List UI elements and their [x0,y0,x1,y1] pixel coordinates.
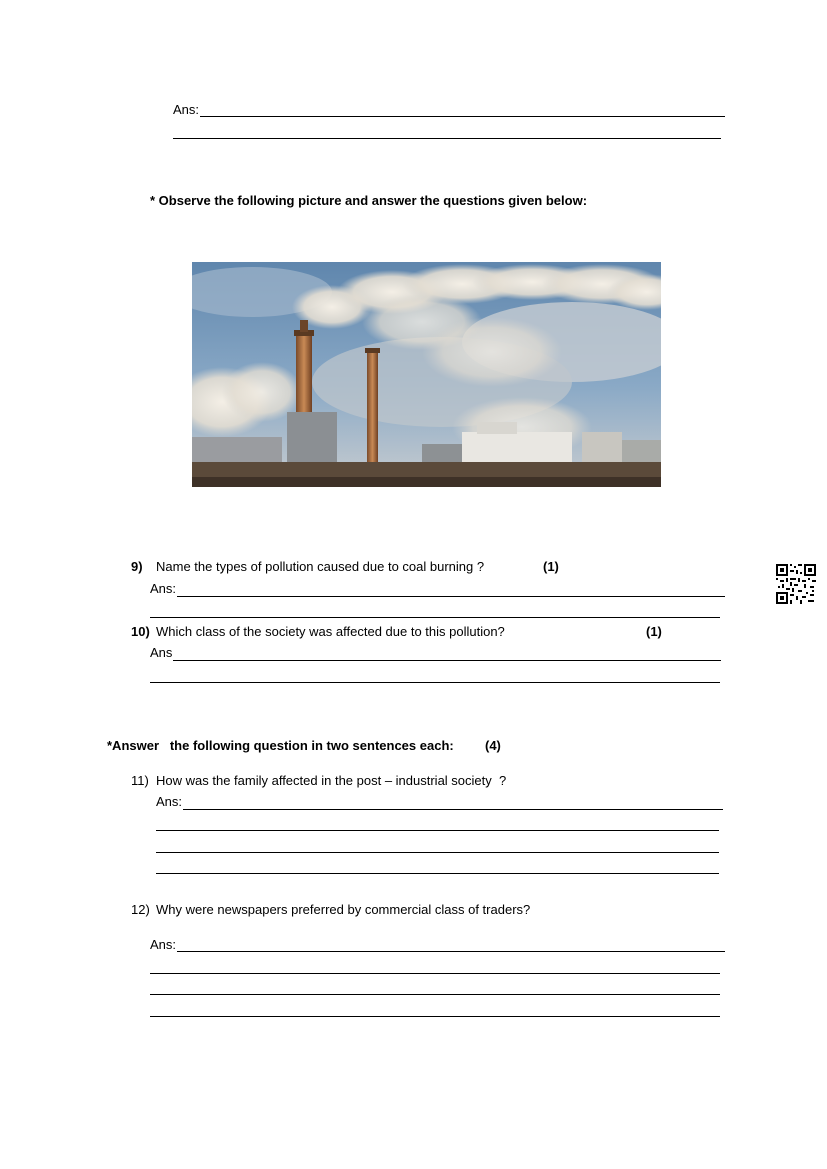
question-text: How was the family affected in the post – industrial society ? [156,773,507,788]
answer-line [150,617,720,618]
answer-line [156,852,719,853]
answer-line [156,830,719,831]
question-marks: (1) [543,559,559,574]
answer-line [156,873,719,874]
question-number: 10) [131,624,150,639]
qr-code [776,564,816,604]
top-answer-label: Ans: [173,102,200,117]
answer-line [177,596,725,597]
question-text: Name the types of pollution caused due to coal burning ? [156,559,485,574]
picture-section-heading: * Observe the following picture and answer the questions given below: [150,193,588,208]
answer-label: Ans: [150,937,177,952]
factory-pollution-photo [192,262,661,487]
answer-line [173,660,721,661]
question-number: 9) [131,559,143,574]
answer-line [150,682,720,683]
answer-label: Ans: [150,581,177,596]
answer-label: Ans: [156,794,183,809]
section-heading: *Answer the following question in two sentences each: [107,738,454,753]
answer-line [150,994,720,995]
answer-line [183,809,723,810]
answer-label: Ans [150,645,173,660]
answer-line [177,951,725,952]
question-text: Which class of the society was affected due to this pollution? [156,624,505,639]
answer-line [200,116,725,117]
answer-line [173,138,721,139]
answer-line [150,1016,720,1017]
answer-line [150,973,720,974]
question-number: 11) [131,773,149,788]
question-text: Why were newspapers preferred by commercial class of traders? [156,902,531,917]
question-marks: (1) [646,624,662,639]
question-number: 12) [131,902,150,917]
section-marks: (4) [485,738,501,753]
